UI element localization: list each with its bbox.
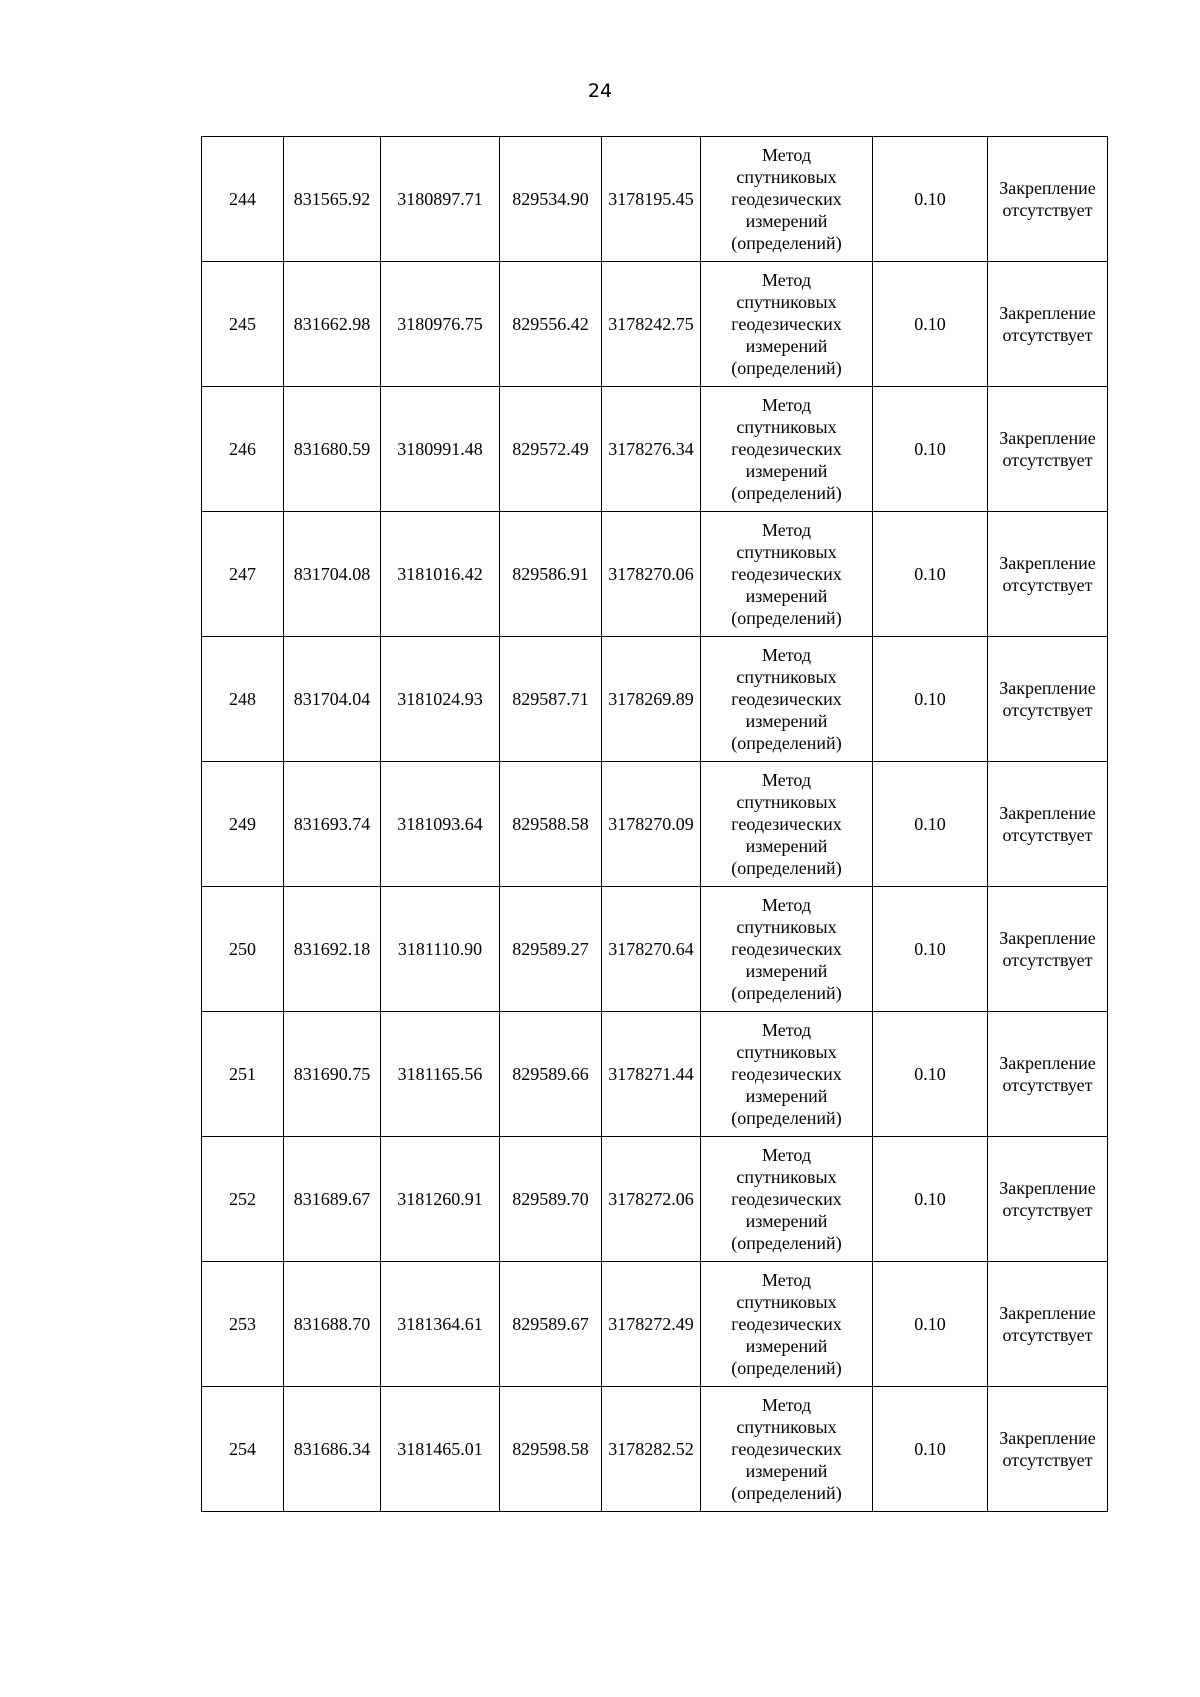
method-text-line: спутниковых [736,542,837,562]
method-text-line: измерений [745,211,828,231]
fixing-text-line: Закрепление [999,1178,1096,1198]
accuracy-cell: 0.10 [873,762,988,887]
y-coordinate-previous-cell: 3178195.45 [602,137,701,262]
method-text-line: спутниковых [736,917,837,937]
method-text-line: измерений [745,336,828,356]
fixing-cell [988,137,1108,262]
method-text-line: (определений) [731,733,842,753]
y-coordinate-cell: 3181093.64 [381,762,500,887]
accuracy-cell: 0.10 [873,887,988,1012]
x-coordinate-cell: 831704.04 [284,637,381,762]
method-text-line: спутниковых [736,667,837,687]
method-text-line: измерений [745,1461,828,1481]
point-number-cell: 253 [202,1262,284,1387]
fixing-text-line: Закрепление [999,1303,1096,1323]
y-coordinate-cell: 3180897.71 [381,137,500,262]
method-text-line: Метод [761,645,812,665]
method-text-line: измерений [745,1336,828,1356]
method-text-line: геодезических [731,939,842,959]
x-coordinate-previous-cell: 829586.91 [500,512,602,637]
table-row [202,1012,1108,1137]
table-row [202,887,1108,1012]
x-coordinate-previous-cell: 829572.49 [500,387,602,512]
x-coordinate-cell: 831690.75 [284,1012,381,1137]
method-text-line: Метод [761,1395,812,1415]
accuracy-cell: 0.10 [873,1387,988,1512]
method-text-line: спутниковых [736,1167,837,1187]
table-row [202,137,1108,262]
method-text-line: измерений [745,1086,828,1106]
y-coordinate-cell: 3180991.48 [381,387,500,512]
method-text-line: спутниковых [736,167,837,187]
fixing-text-line: отсутствует [1002,325,1093,345]
method-text-line: геодезических [731,439,842,459]
y-coordinate-previous-cell: 3178270.09 [602,762,701,887]
y-coordinate-cell: 3181465.01 [381,1387,500,1512]
x-coordinate-cell: 831680.59 [284,387,381,512]
method-cell [701,137,873,262]
method-text-line: спутниковых [736,417,837,437]
method-text-line: Метод [761,145,812,165]
method-text-line: (определений) [731,1483,842,1503]
x-coordinate-previous-cell: 829588.58 [500,762,602,887]
fixing-cell [988,1137,1108,1262]
fixing-text-line: Закрепление [999,553,1096,573]
method-text-line: спутниковых [736,1417,837,1437]
x-coordinate-previous-cell: 829598.58 [500,1387,602,1512]
method-text-line: спутниковых [736,1042,837,1062]
fixing-cell [988,512,1108,637]
y-coordinate-previous-cell: 3178276.34 [602,387,701,512]
point-number-cell: 244 [202,137,284,262]
fixing-text-line: Закрепление [999,1053,1096,1073]
method-text-line: геодезических [731,689,842,709]
y-coordinate-cell: 3181260.91 [381,1137,500,1262]
accuracy-cell: 0.10 [873,137,988,262]
method-text-line: (определений) [731,358,842,378]
method-text-line: измерений [745,711,828,731]
method-text-line: Метод [761,270,812,290]
method-text-line: спутниковых [736,292,837,312]
y-coordinate-previous-cell: 3178271.44 [602,1012,701,1137]
method-text-line: (определений) [731,483,842,503]
method-cell [701,762,873,887]
method-text-line: Метод [761,1145,812,1165]
fixing-text-line: Закрепление [999,428,1096,448]
method-cell [701,512,873,637]
fixing-cell [988,1012,1108,1137]
method-text-line: спутниковых [736,792,837,812]
fixing-text-line: отсутствует [1002,825,1093,845]
y-coordinate-previous-cell: 3178242.75 [602,262,701,387]
point-number-cell: 250 [202,887,284,1012]
x-coordinate-cell: 831686.34 [284,1387,381,1512]
y-coordinate-cell: 3181165.56 [381,1012,500,1137]
fixing-text-line: отсутствует [1002,950,1093,970]
method-text-line: геодезических [731,1314,842,1334]
fixing-text-line: отсутствует [1002,1200,1093,1220]
accuracy-cell: 0.10 [873,387,988,512]
method-text-line: измерений [745,836,828,856]
point-number-cell: 246 [202,387,284,512]
method-text-line: измерений [745,1211,828,1231]
y-coordinate-previous-cell: 3178270.06 [602,512,701,637]
table-row [202,637,1108,762]
point-number-cell: 252 [202,1137,284,1262]
y-coordinate-cell: 3181110.90 [381,887,500,1012]
y-coordinate-previous-cell: 3178282.52 [602,1387,701,1512]
method-text-line: геодезических [731,314,842,334]
fixing-text-line: Закрепление [999,178,1096,198]
y-coordinate-cell: 3181016.42 [381,512,500,637]
table-row [202,762,1108,887]
method-text-line: Метод [761,770,812,790]
x-coordinate-cell: 831688.70 [284,1262,381,1387]
x-coordinate-previous-cell: 829534.90 [500,137,602,262]
method-cell [701,1012,873,1137]
fixing-cell [988,1387,1108,1512]
fixing-text-line: Закрепление [999,928,1096,948]
x-coordinate-cell: 831565.92 [284,137,381,262]
method-text-line: геодезических [731,1064,842,1084]
point-number-cell: 251 [202,1012,284,1137]
y-coordinate-previous-cell: 3178272.49 [602,1262,701,1387]
fixing-text-line: отсутствует [1002,1325,1093,1345]
method-text-line: измерений [745,586,828,606]
accuracy-cell: 0.10 [873,1137,988,1262]
fixing-cell [988,387,1108,512]
accuracy-cell: 0.10 [873,262,988,387]
table-row [202,512,1108,637]
method-text-line: измерений [745,461,828,481]
method-cell [701,1387,873,1512]
accuracy-cell: 0.10 [873,1262,988,1387]
point-number-cell: 254 [202,1387,284,1512]
table-row [202,1262,1108,1387]
method-cell [701,637,873,762]
fixing-text-line: Закрепление [999,1428,1096,1448]
fixing-text-line: отсутствует [1002,1075,1093,1095]
method-text-line: (определений) [731,1358,842,1378]
method-cell [701,1137,873,1262]
accuracy-cell: 0.10 [873,1012,988,1137]
method-text-line: Метод [761,1270,812,1290]
table-row [202,1387,1108,1512]
fixing-text-line: отсутствует [1002,700,1093,720]
method-text-line: (определений) [731,608,842,628]
method-text-line: Метод [761,1020,812,1040]
method-text-line: геодезических [731,1439,842,1459]
method-cell [701,887,873,1012]
fixing-cell [988,762,1108,887]
accuracy-cell: 0.10 [873,637,988,762]
accuracy-cell: 0.10 [873,512,988,637]
point-number-cell: 247 [202,512,284,637]
method-text-line: (определений) [731,1108,842,1128]
fixing-text-line: отсутствует [1002,200,1093,220]
table-row [202,1137,1108,1262]
x-coordinate-previous-cell: 829589.70 [500,1137,602,1262]
method-text-line: геодезических [731,814,842,834]
method-text-line: (определений) [731,233,842,253]
y-coordinate-previous-cell: 3178270.64 [602,887,701,1012]
x-coordinate-cell: 831692.18 [284,887,381,1012]
y-coordinate-previous-cell: 3178269.89 [602,637,701,762]
fixing-text-line: Закрепление [999,678,1096,698]
y-coordinate-cell: 3181024.93 [381,637,500,762]
page-number: 24 [587,80,613,102]
method-text-line: (определений) [731,858,842,878]
x-coordinate-previous-cell: 829556.42 [500,262,602,387]
fixing-text-line: отсутствует [1002,1450,1093,1470]
point-number-cell: 245 [202,262,284,387]
x-coordinate-cell: 831662.98 [284,262,381,387]
fixing-cell [988,637,1108,762]
x-coordinate-previous-cell: 829589.67 [500,1262,602,1387]
method-text-line: (определений) [731,983,842,1003]
fixing-text-line: отсутствует [1002,575,1093,595]
fixing-cell [988,262,1108,387]
method-text-line: Метод [761,520,812,540]
x-coordinate-cell: 831704.08 [284,512,381,637]
method-text-line: геодезических [731,564,842,584]
method-text-line: геодезических [731,1189,842,1209]
x-coordinate-previous-cell: 829587.71 [500,637,602,762]
y-coordinate-previous-cell: 3178272.06 [602,1137,701,1262]
table-row [202,262,1108,387]
y-coordinate-cell: 3180976.75 [381,262,500,387]
method-text-line: спутниковых [736,1292,837,1312]
table-row [202,387,1108,512]
method-cell [701,262,873,387]
fixing-cell [988,887,1108,1012]
x-coordinate-cell: 831689.67 [284,1137,381,1262]
method-text-line: Метод [761,895,812,915]
table-body [202,137,1108,1512]
method-text-line: измерений [745,961,828,981]
fixing-text-line: Закрепление [999,303,1096,323]
point-number-cell: 248 [202,637,284,762]
fixing-text-line: отсутствует [1002,450,1093,470]
x-coordinate-previous-cell: 829589.27 [500,887,602,1012]
x-coordinate-previous-cell: 829589.66 [500,1012,602,1137]
point-number-cell: 249 [202,762,284,887]
method-text-line: (определений) [731,1233,842,1253]
fixing-cell [988,1262,1108,1387]
y-coordinate-cell: 3181364.61 [381,1262,500,1387]
coordinates-table [201,136,1108,1512]
method-text-line: Метод [761,395,812,415]
method-cell [701,1262,873,1387]
method-text-line: геодезических [731,189,842,209]
method-cell [701,387,873,512]
x-coordinate-cell: 831693.74 [284,762,381,887]
fixing-text-line: Закрепление [999,803,1096,823]
